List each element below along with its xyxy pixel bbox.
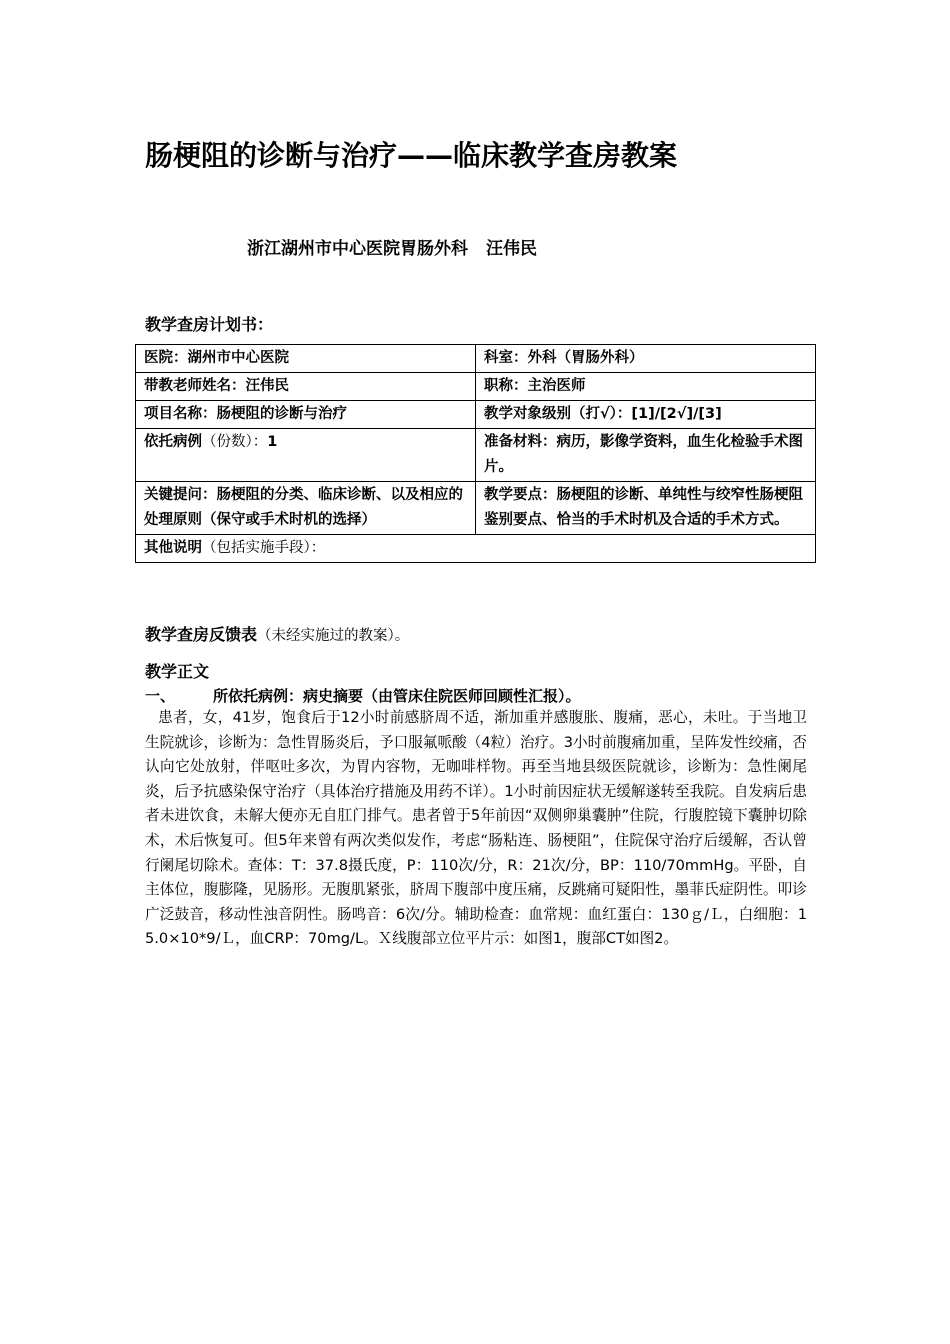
case-count: 1 <box>267 434 278 450</box>
other-note: （包括实施手段）： <box>202 540 326 556</box>
table-row <box>136 345 816 373</box>
feedback-label: 教学查房反馈表 <box>145 625 258 644</box>
body-heading: 教学正文 <box>145 662 210 681</box>
teacher-cell: 带教老师姓名：汪伟民 <box>136 373 476 401</box>
plan-heading: 教学查房计划书： <box>145 315 274 334</box>
other-cell <box>136 535 816 563</box>
other-label: 其他说明 <box>144 540 202 556</box>
section-heading <box>145 685 581 706</box>
section-title: 所依托病例：病史摘要（由管床住院医师回顾性汇报）。 <box>213 687 581 705</box>
project-cell: 项目名称：肠梗阻的诊断与治疗 <box>136 401 476 429</box>
case-label: 依托病例 <box>144 434 202 450</box>
feedback-note: （未经实施过的教案）。 <box>257 628 410 644</box>
table-row <box>136 401 816 429</box>
table-row <box>136 429 816 482</box>
title-rank-cell: 职称：主治医师 <box>476 373 816 401</box>
plan-table <box>135 344 816 563</box>
hospital-cell: 医院：湖州市中心医院 <box>136 345 476 373</box>
author-organization: 浙江湖州市中心医院胃肠外科 <box>247 239 468 259</box>
table-row <box>136 482 816 535</box>
case-note: （份数）： <box>202 434 268 450</box>
department-cell: 科室：外科（胃肠外科） <box>476 345 816 373</box>
level-cell: 教学对象级别（打√）：[1]/[2√]/[3] <box>476 401 816 429</box>
section-number: 一、 <box>145 687 176 705</box>
case-paragraph: 患者，女，41岁，饱食后于12小时前感脐周不适，渐加重并感腹胀、腹痛，恶心，未吐。于当地卫生院就诊，诊断为：急性胃肠炎后，予口服氟哌酸（4粒）治疗。3小时前腹痛加重，呈阵发性绞痛，否认向它处放射，伴呕吐多次，为胃内容物，无咖啡样物。再至当地县级医院就诊，诊断为：急性阑尾炎，后予抗感染保守治疗（具体治疗措施及用药不详）。1小时前因症状无缓解遂转至我院。自发病后患者未进饮食，未解大便亦无自肛门排气。患者曾于5年前因“双侧卵巢囊肿”住院，行腹腔镜下囊肿切除术，术后恢复可。但5年来曾有两次类似发作，考虑“肠粘连、肠梗阻”，住院保守治疗后缓解，否认曾行阑尾切除术。查体：T：37.8摄氏度，P：110次/分，R：21次/分，BP：110/70mmHg。平卧，自主体位，腹膨隆，见肠形。无腹肌紧张，脐周下腹部中度压痛，反跳痛可疑阳性，墨菲氏症阴性。叩诊广泛鼓音，移动性浊音阴性。肠鸣音：6次/分。辅助检查：血常规：血红蛋白：130ｇ/Ｌ，白细胞：15.0×10*9/Ｌ，血CRP：70mg/L。Ｘ线腹部立位平片示：如图1，腹部CT如图2。 <box>145 709 807 948</box>
author-line <box>247 234 537 259</box>
key-points-cell: 教学要点：肠梗阻的诊断、单纯性与绞窄性肠梗阻鉴别要点、恰当的手术时机及合适的手术方式。 <box>476 482 816 535</box>
case-cell <box>136 429 476 482</box>
table-row <box>136 535 816 563</box>
feedback-line <box>145 622 409 645</box>
author-name: 汪伟民 <box>486 239 537 259</box>
materials-cell: 准备材料：病历，影像学资料，血生化检验手术图片。 <box>476 429 816 482</box>
table-row <box>136 373 816 401</box>
key-questions-cell: 关键提问：肠梗阻的分类、临床诊断、以及相应的处理原则（保守或手术时机的选择） <box>136 482 476 535</box>
document-title: 肠梗阻的诊断与治疗——临床教学查房教案 <box>145 139 678 172</box>
